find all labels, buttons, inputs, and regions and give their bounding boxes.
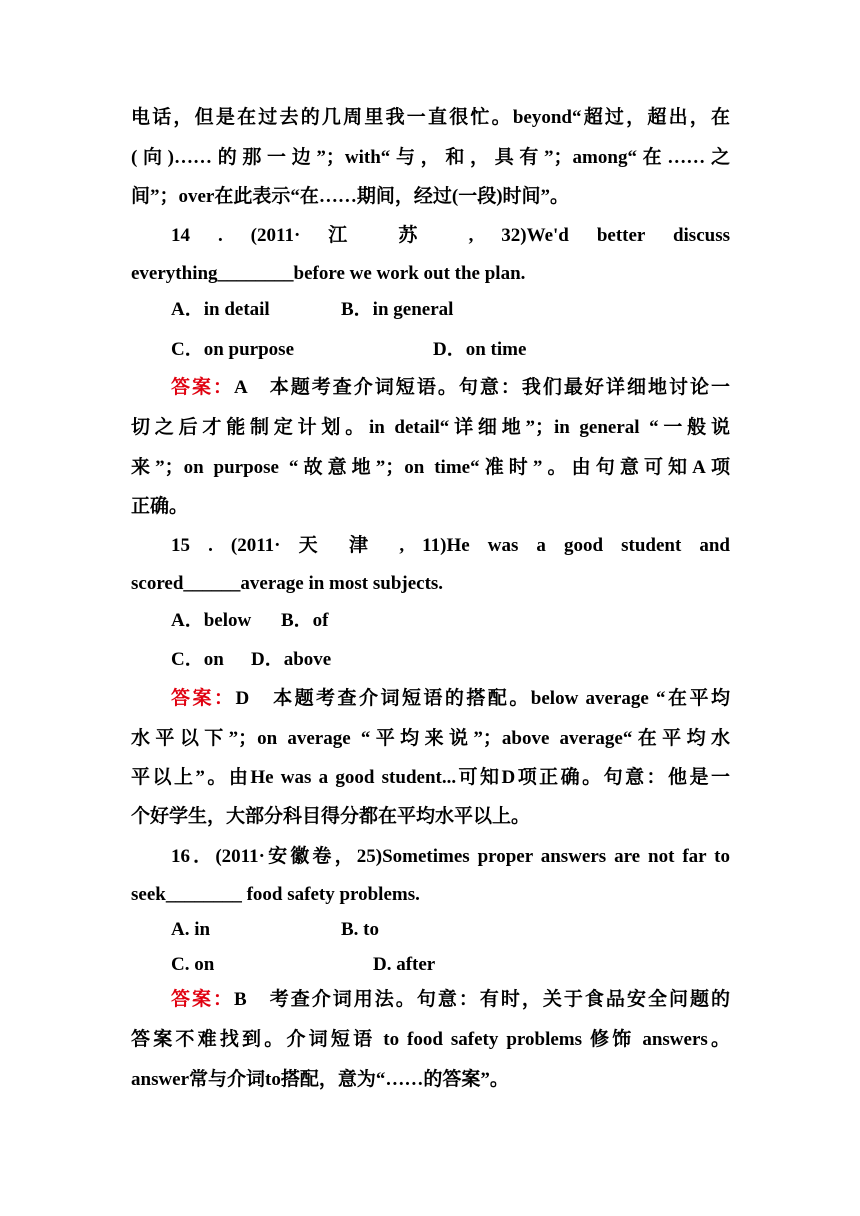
q16-stem-line: 16．(2011·安徽卷，25)Sometimes proper answers are not far to [171, 846, 730, 867]
q16-option-c: C. on [171, 954, 215, 975]
q16-answer-line: 答案不难找到。介词短语 to food safety problems 修饰 answers。 [131, 1029, 730, 1050]
prev-answer-line: 间”；over在此表示“在……期间，经过(一段)时间”。 [131, 186, 570, 207]
q15-answer-line: 个好学生，大部分科目得分都在平均水平以上。 [131, 806, 531, 827]
q15-stem-line: scored______average in most subjects. [131, 573, 444, 594]
q15-option-a: A．below [171, 610, 252, 631]
q16-stem-line: seek________ food safety problems. [131, 884, 420, 905]
q16-answer-text: B 考查介词用法。句意：有时，关于食品安全问题的 [234, 989, 730, 1010]
q14-answer-text: A 本题考查介词短语。句意：我们最好详细地讨论一 [234, 377, 730, 398]
q15-option-c: C．on [171, 649, 224, 670]
q15-answer-line: 水平以下”；on average “平均来说”；above average“在平均水 [131, 728, 730, 749]
q14-answer-line: 正确。 [131, 496, 189, 517]
q15-stem-line: 15 . (2011· 天 津 , 11)He was a good student and [171, 535, 730, 556]
q14-option-d: D．on time [433, 339, 527, 360]
prev-answer-line: 电话，但是在过去的几周里我一直很忙。beyond“超过，超出，在 [131, 107, 730, 128]
q15-option-b: B．of [281, 610, 329, 631]
q16-answer-line [171, 988, 730, 1012]
q16-option-b: B. to [341, 919, 379, 940]
q16-option-d: D. after [373, 954, 436, 975]
q16-answer-line: answer常与介词to搭配，意为“……的答案”。 [131, 1069, 509, 1090]
q15-option-d: D．above [251, 649, 332, 670]
q15-answer-line: 平以上”。由He was a good student...可知D项正确。句意：他是一 [131, 767, 730, 788]
q14-option-a: A．in detail [171, 299, 270, 320]
q14-option-c: C．on purpose [171, 339, 294, 360]
q16-option-a: A. in [171, 919, 211, 940]
q14-stem-line: everything________before we work out the plan. [131, 263, 526, 284]
prev-answer-line: (向)……的那一边”；with“与，和，具有”；among“在……之 [131, 147, 730, 168]
q15-answer-text: D 本题考查介词短语的搭配。below average “在平均 [235, 688, 730, 709]
answer-label: 答案： [171, 377, 235, 398]
q14-stem-line: 14 . (2011· 江 苏 , 32)We'd better discuss [171, 225, 730, 246]
q14-answer-line: 切之后才能制定计划。in detail“详细地”；in general “一般说 [131, 417, 730, 438]
answer-label: 答案： [171, 688, 236, 709]
q15-answer-line [171, 687, 730, 711]
q14-answer-line: 来”；on purpose “故意地”；on time“准时”。由句意可知A项 [131, 457, 730, 478]
answer-label: 答案： [171, 989, 235, 1010]
q14-option-b: B．in general [341, 299, 454, 320]
q14-answer-line [171, 376, 730, 400]
